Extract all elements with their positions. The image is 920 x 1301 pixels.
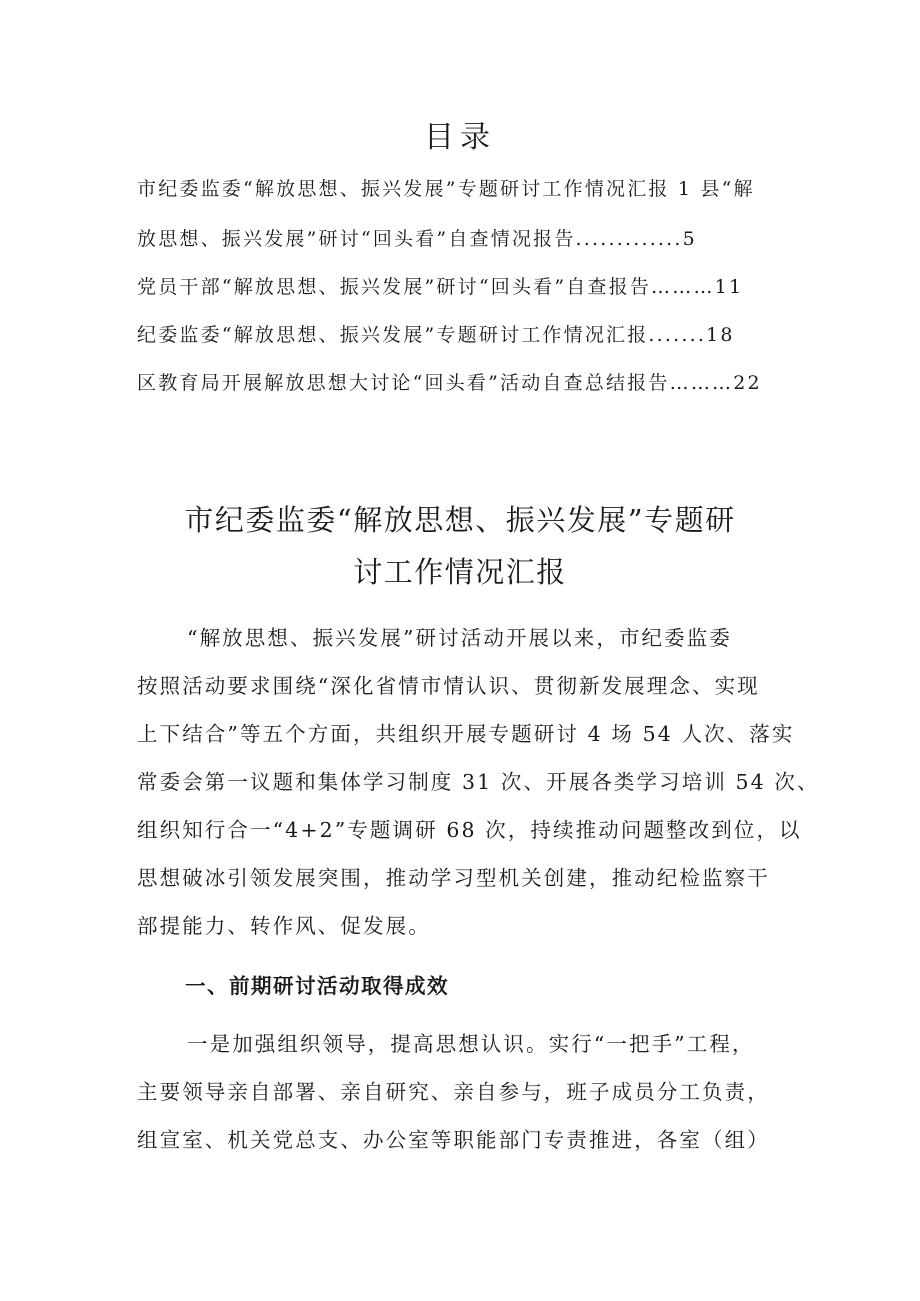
intro-paragraph-line: 上下结合”等五个方面，共组织开展专题研讨 4 场 54 人次、落实 [137,722,795,746]
section-paragraph-line: 组宣室、机关党总支、办公室等职能部门专责推进，各室（组） [137,1128,770,1152]
toc-entry[interactable]: 纪委监委“解放思想、振兴发展”专题研讨工作情况汇报.......18 [137,324,735,346]
article-title-line-2: 讨工作情况汇报 [353,555,567,589]
section-paragraph-line: 一是加强组织领导，提高思想认识。实行“一把手”工程， [187,1032,755,1056]
section-heading: 一、前期研讨活动取得成效 [185,974,449,998]
toc-entry[interactable]: 区教育局开展解放思想大讨论“回头看”活动自查总结报告………22 [137,372,762,394]
toc-entry[interactable]: 市纪委监委“解放思想、振兴发展”专题研讨工作情况汇报 1 县“解 [137,178,755,200]
toc-entry[interactable]: 放思想、振兴发展”研讨“回头看”自查情况报告.............5 [137,228,697,250]
toc-entry[interactable]: 党员干部“解放思想、振兴发展”研讨“回头看”自查报告………11 [137,276,744,298]
article-title-line-1: 市纪委监委“解放思想、振兴发展”专题研 [184,503,736,537]
toc-title: 目录 [424,120,496,155]
intro-paragraph-line: 组织知行合一“4+2”专题调研 68 次，持续推动问题整改到位，以 [137,818,802,842]
intro-paragraph-line: “解放思想、振兴发展”研讨活动开展以来，市纪委监委 [187,626,732,650]
intro-paragraph-line: 部提能力、转作风、促发展。 [137,914,431,938]
section-paragraph-line: 主要领导亲自部署、亲自研究、亲自参与，班子成员分工负责， [137,1080,770,1104]
intro-paragraph-line: 常委会第一议题和集体学习制度 31 次、开展各类学习培训 54 次、 [137,770,820,794]
intro-paragraph-line: 按照活动要求围绕“深化省情市情认识、贯彻新发展理念、实现 [137,674,760,698]
intro-paragraph-line: 思想破冰引领发展突围，推动学习型机关创建，推动纪检监察干 [137,866,770,890]
